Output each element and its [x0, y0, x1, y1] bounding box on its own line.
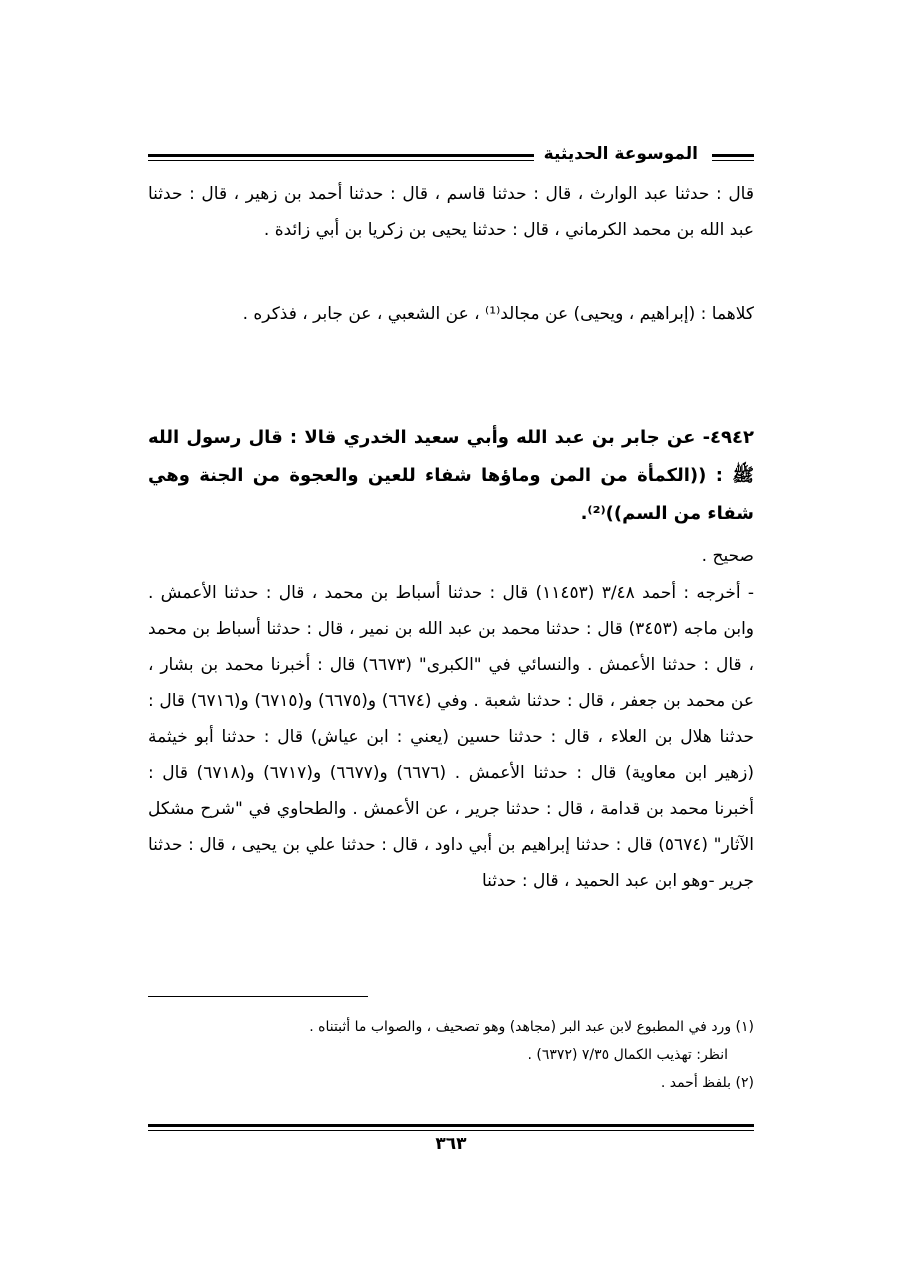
- footnote-1: (١) ورد في المطبوع لابن عبد البر (مجاهد) وهو تصحيف ، والصواب ما أثبتناه .: [309, 1019, 754, 1035]
- running-header: [148, 144, 754, 170]
- paragraph-kilahuma: كلاهما : (إبراهيم ، ويحيى) عن مجالد⁽¹⁾ ، عن الشعبي ، عن جابر ، فذكره .: [242, 304, 754, 324]
- paragraph-chain: قال : حدثنا عبد الوارث ، قال : حدثنا قاسم ، قال : حدثنا أحمد بن زهير ، قال : حدثنا عبد الله بن محمد الكرماني ، قال : حدثنا يحيى بن زكريا بن أبي زائدة .: [148, 184, 754, 240]
- running-header-title: الموسوعة الحديثية: [543, 144, 698, 164]
- takhrij-paragraph: - أخرجه : أحمد ٣/٤٨ (١١٤٥٣) قال : حدثنا أسباط بن محمد ، قال : حدثنا الأعمش . وابن ماجه (٣٤٥٣) قال : حدثنا محمد بن عبد الله بن نمير ، قال : حدثنا أسباط بن محمد ، قال : حدثنا الأعمش . والنسائي في "الكبرى" (٦٦٧٣) قال : أخبرنا محمد بن بشار ، عن محمد بن جعفر ، قال : حدثنا شعبة . وفي (٦٦٧٤) و(٦٦٧٥) و(٦٧١٥) و(٦٧١٦) قال : حدثنا هلال بن العلاء ، قال : حدثنا حسين (يعني : ابن عياش) قال : حدثنا أبو خيثمة (زهير ابن معاوية) قال : حدثنا الأعمش . (٦٦٧٦) و(٦٦٧٧) و(٦٧١٧) و(٦٧١٨) قال : أخبرنا محمد بن قدامة ، قال : حدثنا جرير ، عن الأعمش . والطحاوي في "شرح مشكل الآثار" (٥٦٧٤) قال : حدثنا إبراهيم بن أبي داود ، قال : حدثنا علي بن يحيى ، قال : حدثنا جرير -وهو ابن عبد الحميد ، قال : حدثنا: [148, 583, 754, 891]
- header-rule-right: [712, 154, 754, 161]
- hadith-text: ٤٩٤٢- عن جابر بن عبد الله وأبي سعيد الخدري قالا : قال رسول الله ﷺ : ((الكمأة من المن وماؤها شفاء للعين والعجوة من الجنة وهي شفاء من السم))⁽²⁾.: [148, 427, 754, 524]
- hadith-grade: صحيح .: [701, 546, 754, 566]
- page: [148, 0, 754, 1273]
- footnote-2: (٢) بلفظ أحمد .: [660, 1075, 754, 1091]
- footnote-separator: [148, 996, 368, 997]
- footnote-1-ref: انظر: تهذيب الكمال ٧/٣٥ (٦٣٧٢) .: [527, 1047, 728, 1063]
- page-number: ٣٦٣: [435, 1134, 467, 1154]
- header-rule-left: [148, 154, 534, 161]
- footer-rule: [148, 1124, 754, 1131]
